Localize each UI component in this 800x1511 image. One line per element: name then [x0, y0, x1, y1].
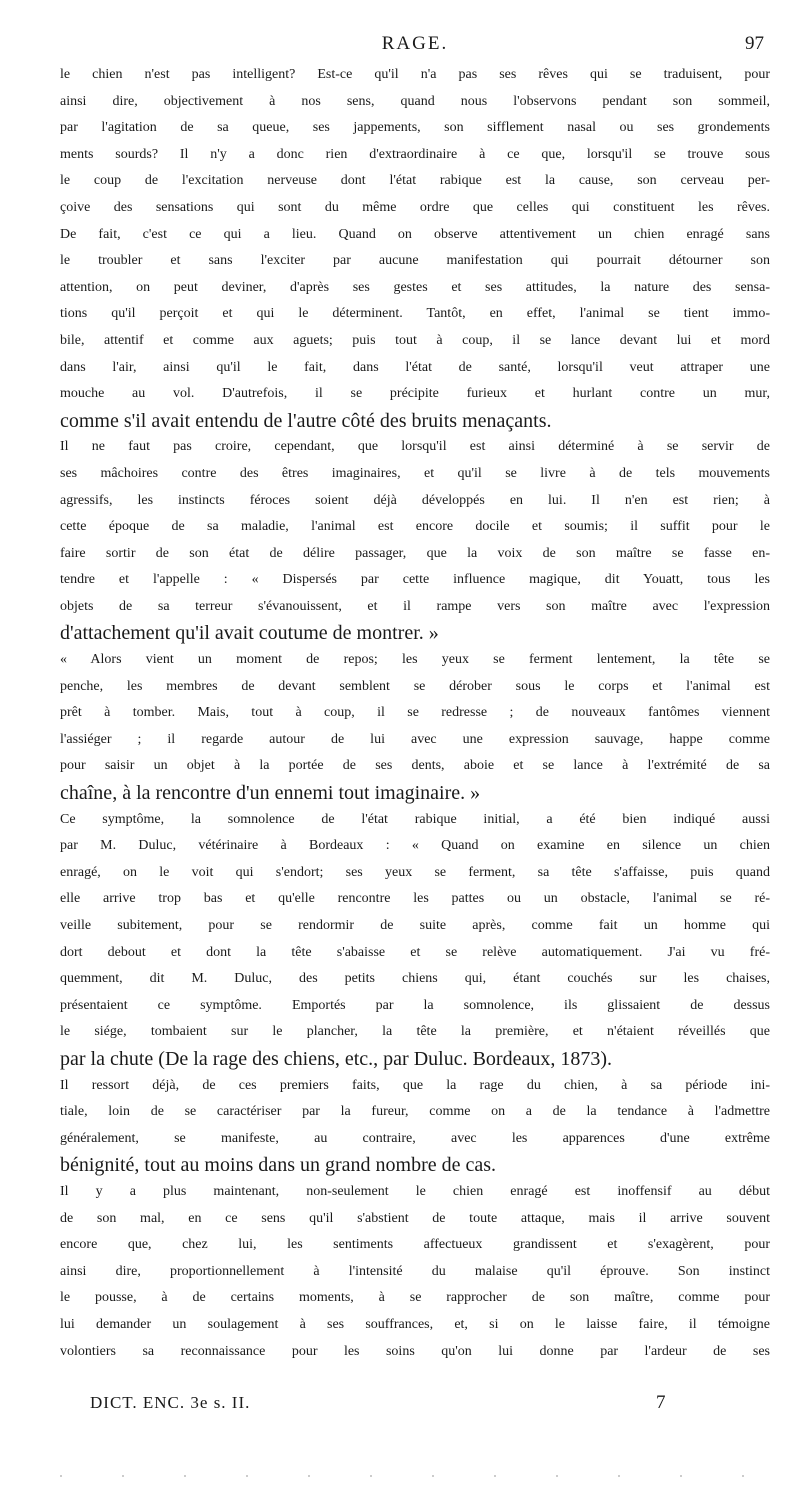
text-line: bénignité, tout au moins dans un grand nombre de cas. [60, 1154, 497, 1177]
text-line: chaîne, à la rencontre d'un ennemi tout imaginaire. » [60, 782, 481, 805]
text-line: De fait, c'est ce qui a lieu. Quand on observe attentivement un chien enragé sans [60, 226, 770, 242]
text-line: volontiers sa reconnaissance pour les soins qu'on lui donne par l'ardeur de ses [60, 1343, 770, 1359]
text-line: mouche au vol. D'autrefois, il se précipite furieux et hurlant contre un mur, [60, 386, 770, 402]
text-line: l'assiéger ; il regarde autour de lui avec une expression sauvage, happe comme [60, 731, 770, 747]
text-line: objets de sa terreur s'évanouissent, et il rampe vers son maître avec l'expression [60, 598, 770, 614]
text-line: Ce symptôme, la somnolence de l'état rabique initial, a été bien indiqué aussi [60, 811, 770, 827]
text-line: Il ressort déjà, de ces premiers faits, que la rage du chien, à sa période ini- [60, 1077, 770, 1093]
text-line: Il y a plus maintenant, non-seulement le chien enragé est inoffensif au début [60, 1183, 770, 1199]
printer-signature: DICT. ENC. 3e s. II. [90, 1393, 251, 1412]
text-line: ments sourds? Il n'y a donc rien d'extraordinaire à ce que, lorsqu'il se trouve sous [60, 146, 770, 162]
text-line: de son mal, en ce sens qu'il s'abstient de toute attaque, mais il arrive souvent [60, 1210, 770, 1226]
text-line: généralement, se manifeste, au contraire, avec les apparences d'une extrême [60, 1130, 770, 1146]
text-line: tions qu'il perçoit et qui le déterminent. Tantôt, en effet, l'animal se tient immo- [60, 306, 770, 322]
text-line: ainsi dire, proportionnellement à l'intensité du malaise qu'il éprouve. Son instinct [60, 1263, 770, 1279]
text-line: le troubler et sans l'exciter par aucune manifestation qui pourrait détourner son [60, 253, 770, 269]
text-line: le coup de l'excitation nerveuse dont l'état rabique est la cause, son cerveau per- [60, 173, 770, 189]
text-line: dort debout et dont la tête s'abaisse et se relève automatiquement. J'ai vu fré- [60, 944, 770, 960]
text-line: dans l'air, ainsi qu'il le fait, dans l'état de santé, lorsqu'il veut attraper une [60, 359, 770, 375]
text-line: penche, les membres de devant semblent se dérober sous le corps et l'animal est [60, 678, 770, 694]
page-header [60, 30, 770, 58]
text-line: lui demander un soulagement à ses souffrances, et, si on le laisse faire, il témoigne [60, 1316, 770, 1332]
text-line: bile, attentif et comme aux aguets; puis tout à coup, il se lance devant lui et mord [60, 332, 770, 348]
text-line: ses mâchoires contre des êtres imaginaires, et qu'il se livre à de tels mouvements [60, 465, 770, 481]
text-line: le chien n'est pas intelligent? Est-ce qu'il n'a pas ses rêves qui se traduisent, pour [60, 67, 770, 82]
text-line: agressifs, les instincts féroces soient déjà développés en lui. Il n'en est rien; à [60, 492, 770, 508]
text-line: cette époque de sa maladie, l'animal est encore docile et soumis; il suffit pour le [60, 519, 770, 535]
text-line: elle arrive trop bas et qu'elle rencontre les pattes ou un obstacle, l'animal se ré- [60, 891, 770, 907]
text-line: enragé, on le voit qui s'endort; ses yeux se ferment, sa tête s'affaisse, puis quand [60, 864, 770, 880]
body-text [60, 62, 770, 1365]
page-number: 97 [745, 33, 764, 54]
text-line: ainsi dire, objectivement à nos sens, quand nous l'observons pendant son sommeil, [60, 93, 770, 109]
text-line: pour saisir un objet à la portée de ses dents, aboie et se lance à l'extrémité de sa [60, 758, 770, 774]
text-line: d'attachement qu'il avait coutume de montrer. » [60, 622, 439, 645]
text-line: comme s'il avait entendu de l'autre côté des bruits menaçants. [60, 409, 552, 432]
text-line: tendre et l'appelle : « Dispersés par cette influence magique, dit Youatt, tous les [60, 572, 770, 588]
page-footer [60, 1390, 770, 1416]
text-line: Il ne faut pas croire, cependant, que lorsqu'il est ainsi déterminé à se servir de [60, 439, 770, 455]
text-line: par l'agitation de sa queue, ses jappements, son sifflement nasal ou ses grondements [60, 120, 770, 136]
running-title: RAGE. [381, 33, 449, 54]
scan-artifact-dots [30, 1475, 770, 1477]
text-line: le pousse, à de certains moments, à se rapprocher de son maître, comme pour [60, 1290, 770, 1306]
text-line: veille subitement, pour se rendormir de suite après, comme fait un homme qui [60, 918, 770, 933]
text-line: présentaient ce symptôme. Emportés par la somnolence, ils glissaient de dessus [60, 997, 770, 1013]
text-line: encore que, chez lui, les sentiments affectueux grandissent et s'exagèrent, pour [60, 1237, 770, 1253]
text-line: « Alors vient un moment de repos; les yeux se ferment lentement, la tête se [60, 652, 770, 668]
text-line: quemment, dit M. Duluc, des petits chiens qui, étant couchés sur les chaises, [60, 971, 770, 987]
text-line: faire sortir de son état de délire passager, que la voix de son maître se fasse en- [60, 545, 770, 561]
sheet-number: 7 [656, 1392, 666, 1413]
text-line: attention, on peut deviner, d'après ses gestes et ses attitudes, la nature des sensa- [60, 279, 770, 295]
text-line: tiale, loin de se caractériser par la fureur, comme on a de la tendance à l'admettre [60, 1104, 770, 1120]
text-line: prêt à tomber. Mais, tout à coup, il se redresse ; de nouveaux fantômes viennent [60, 705, 770, 721]
text-line: par M. Duluc, vétérinaire à Bordeaux : « Quand on examine en silence un chien [60, 838, 770, 854]
text-line: par la chute (De la rage des chiens, etc., par Duluc. Bordeaux, 1873). [60, 1047, 613, 1070]
text-line: le siége, tombaient sur le plancher, la tête la première, et n'étaient réveillés que [60, 1024, 770, 1040]
text-line: çoive des sensations qui sont du même ordre que celles qui constituent les rêves. [60, 199, 770, 215]
